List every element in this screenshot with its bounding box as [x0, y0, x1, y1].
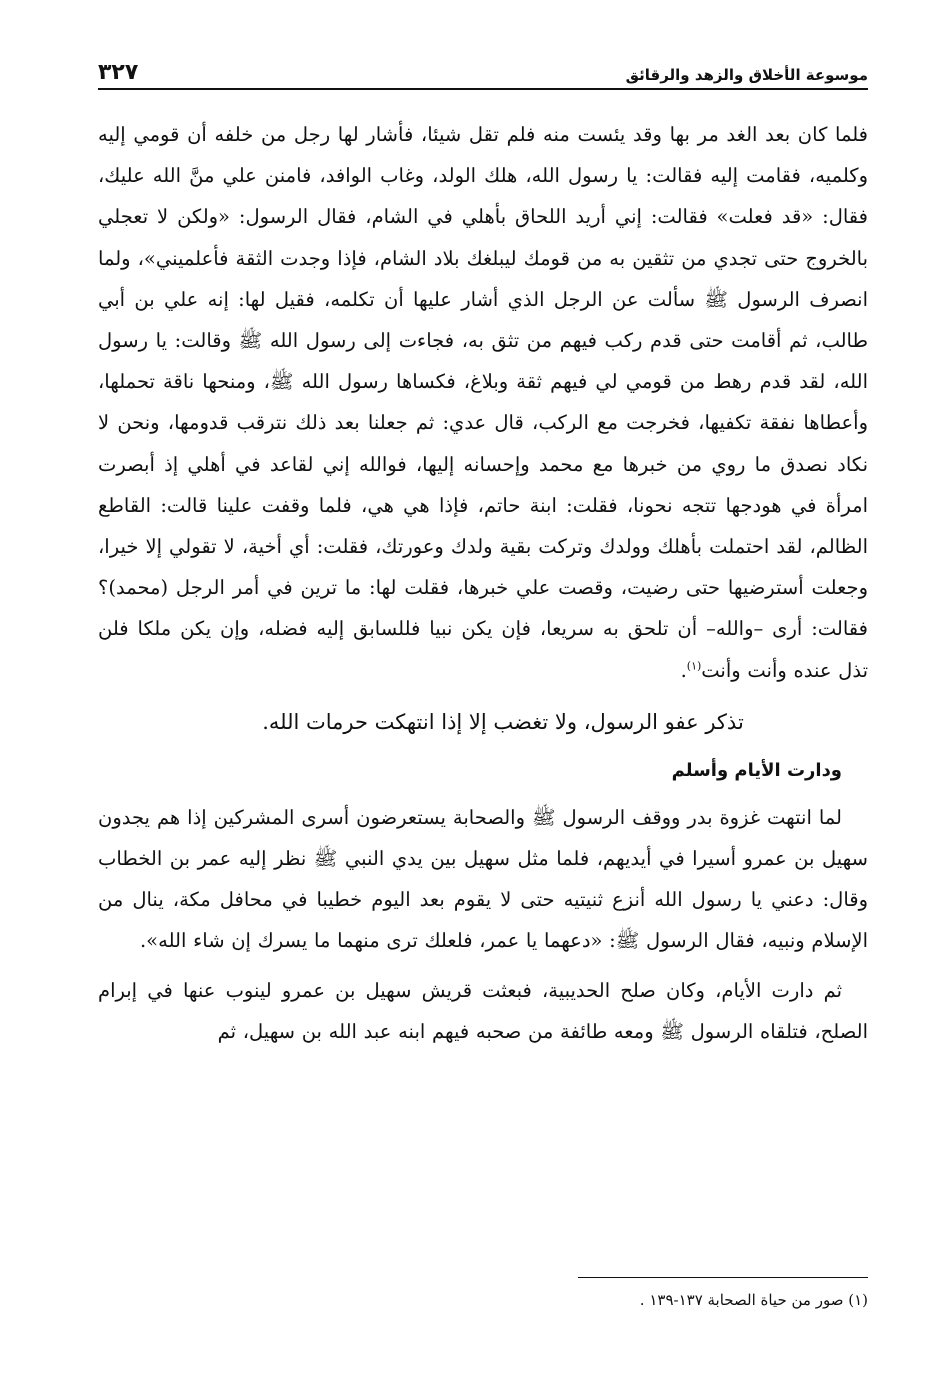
- page-content: [98, 114, 868, 1052]
- footnote-reference: (١): [686, 659, 702, 673]
- paragraph-end: .: [680, 658, 687, 682]
- running-header: [98, 50, 868, 90]
- section-heading: ودارت الأيام وأسلم: [671, 759, 842, 781]
- page-number: ٣٢٧: [98, 60, 139, 85]
- story-paragraph: [98, 114, 868, 691]
- lesson-summary: تذكر عفو الرسول، ولا تغضب إلا إذا انتهكت حرمات الله.: [262, 709, 744, 734]
- paragraph-text: فلما كان بعد الغد مر بها وقد يئست منه فلم تقل شيئا، فأشار لها رجل من خلفه أن قومي إليه وكلميه، فقامت إليه فقالت: يا رسول الله، هلك الولد، وغاب الوافد، فامنن علي منَّ الله عليك، فقال: «قد فعلت» فقالت: إني أريد اللحاق بأهلي في الشام، فقال الرسول: «ولكن لا تعجلي بالخروج حتى تجدي من تثقين به من قومك ليبلغك بلاد الشام، فإذا وجدت الثقة فأعلميني»، ولما انصرف الرسول ﷺ سألت عن الرجل الذي أشار عليها أن تكلمه، فقيل لها: إنه علي بن أبي طالب، ثم أقامت حتى قدم ركب فيهم من تثق به، فجاءت إلى رسول الله ﷺ وقالت: يا رسول الله، لقد قدم رهط من قومي لي فيهم ثقة وبلاغ، فكساها رسول الله ﷺ، ومنحها ناقة تحملها، وأعطاها نفقة تكفيها، فخرجت مع الركب، قال عدي: ثم جعلنا بعد ذلك نترقب قدومها، ونحن لا نكاد نصدق ما روي من خبرها مع محمد وإحسانه إليها، فوالله إني لقاعد في أهلي إذ أبصرت امرأة في هودجها تتجه نحونا، فقلت: ابنة حاتم، فإذا هي هي، فلما وقفت علينا قالت: القاطع الظالم، لقد احتملت بأهلك وولدك وتركت بقية ولدك وعورتك، فقلت: أي أخية، لا تقولي إلا خيرا، وجعلت أسترضيها حتى رضيت، وقصت علي خبرها، فقلت لها: ما ترين في أمر الرجل (محمد)؟ فقالت: أرى –والله– أن تلحق به سريعا، فإن يكن نبيا فللسابق إليه فضله، وإن يكن ملكا فلن تذل عنده وأنت وأنت: [98, 123, 868, 682]
- section-paragraph: لما انتهت غزوة بدر ووقف الرسول ﷺ والصحابة يستعرضون أسرى المشركين إذا هم يجدون سهيل بن عمرو أسيرا في أيديهم، فلما مثل سهيل بين يدي النبي ﷺ نظر إليه عمر بن الخطاب وقال: دعني يا رسول الله أنزع ثنيتيه حتى لا يقوم بعد اليوم خطيبا في محافل مكة، ينال من الإسلام ونبيه، فقال الرسول ﷺ: «دعهما يا عمر، فلعلك ترى منهما ما يسرك إن شاء الله».: [98, 805, 868, 953]
- book-page: [98, 50, 868, 1350]
- continuation-paragraph: ثم دارت الأيام، وكان صلح الحديبية، فبعثت قريش سهيل بن عمرو لينوب عنها في إبرام الصلح، فتلقاه الرسول ﷺ ومعه طائفة من صحبه فيهم ابنه عبد الله بن سهيل، ثم: [98, 978, 868, 1043]
- footnote: (١) صور من حياة الصحابة ١٣٧-١٣٩ .: [639, 1291, 868, 1309]
- footnote-divider: [578, 1277, 868, 1278]
- book-title: موسوعة الأخلاق والزهد والرقائق: [625, 66, 868, 84]
